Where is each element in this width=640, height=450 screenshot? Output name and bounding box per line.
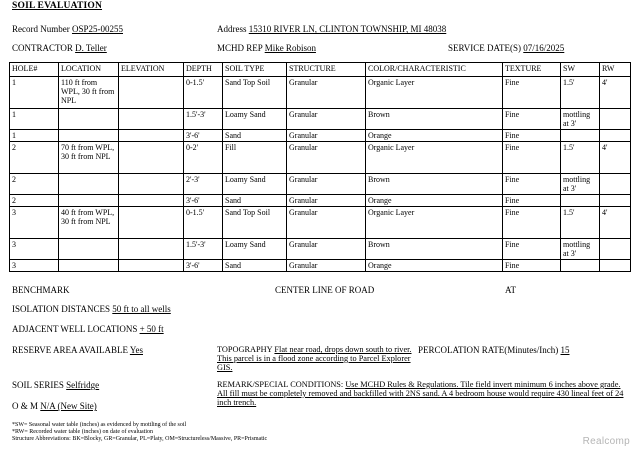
o-and-m (12, 401, 97, 411)
cell-sw (561, 130, 600, 142)
record-number-value: OSP25-00255 (71, 24, 123, 34)
percolation-value: 15 (560, 345, 570, 355)
footnote-rw: *RW= Recorded water table (inches) on date of evaluation (12, 429, 153, 435)
cell-hole: 1 (10, 130, 59, 142)
cell-soil-type: Sand (223, 195, 287, 207)
cell-structure: Granular (287, 207, 366, 239)
contractor-value: D. Teller (75, 43, 107, 53)
table-row (10, 260, 631, 272)
address (217, 24, 446, 34)
header-hole: HOLE# (10, 63, 59, 77)
cell-depth: 0-1.5' (184, 77, 223, 109)
cell-color: Orange (366, 260, 503, 272)
reserve-label: RESERVE AREA AVAILABLE (12, 345, 128, 355)
page-title: SOIL EVALUATION (12, 1, 103, 11)
cell-color: Brown (366, 239, 503, 260)
cell-sw: mottling at 3' (561, 174, 600, 195)
mchd-rep-label: MCHD REP (217, 43, 263, 53)
cell-elevation (119, 77, 184, 109)
address-label: Address (217, 24, 247, 34)
table-header-row (10, 63, 631, 77)
remarks (217, 380, 629, 407)
adjacent-label: ADJACENT WELL LOCATIONS (12, 324, 138, 334)
cell-soil-type: Sand Top Soil (223, 77, 287, 109)
cell-texture: Fine (503, 260, 561, 272)
cell-rw (600, 239, 631, 260)
cell-hole: 2 (10, 174, 59, 195)
cell-location (59, 239, 119, 260)
cell-sw: 1.5' (561, 142, 600, 174)
table-row (10, 207, 631, 239)
remark-label: REMARK/SPECIAL CONDITIONS: (217, 380, 344, 389)
soil-series-value: Selfridge (66, 380, 100, 390)
cell-depth: 0-1.5' (184, 207, 223, 239)
cell-color: Orange (366, 195, 503, 207)
cell-texture: Fine (503, 109, 561, 130)
contractor-label: CONTRACTOR (12, 43, 73, 53)
contractor (12, 43, 107, 53)
soil-series-label: SOIL SERIES (12, 380, 64, 390)
adjacent-well-locations (12, 324, 164, 334)
cell-color: Brown (366, 109, 503, 130)
cell-soil-type: Loamy Sand (223, 174, 287, 195)
record-number (12, 24, 123, 34)
cell-texture: Fine (503, 77, 561, 109)
cell-elevation (119, 195, 184, 207)
cell-hole: 3 (10, 260, 59, 272)
center-line-label: CENTER LINE OF ROAD (275, 285, 375, 295)
isolation-label: ISOLATION DISTANCES (12, 304, 111, 314)
cell-structure: Granular (287, 195, 366, 207)
table-row (10, 142, 631, 174)
cell-sw: mottling at 3' (561, 109, 600, 130)
cell-hole: 3 (10, 239, 59, 260)
cell-rw (600, 109, 631, 130)
cell-depth: 0-2' (184, 142, 223, 174)
cell-rw: 4' (600, 207, 631, 239)
table-row (10, 130, 631, 142)
cell-location (59, 195, 119, 207)
realcomp-watermark: Realcomp (582, 436, 630, 447)
cell-structure: Granular (287, 260, 366, 272)
record-number-label: Record Number (12, 24, 70, 34)
cell-location (59, 130, 119, 142)
cell-color: Organic Layer (366, 77, 503, 109)
cell-hole: 3 (10, 207, 59, 239)
topography-value: Flat near road, drops down south to river. This parcel is in a flood zone according to Parcel Explorer GIS. (217, 345, 412, 372)
cell-depth: 3'-6' (184, 130, 223, 142)
header-sw: SW (561, 63, 600, 77)
at-label: AT (505, 285, 516, 295)
cell-elevation (119, 174, 184, 195)
cell-color: Organic Layer (366, 142, 503, 174)
cell-texture: Fine (503, 142, 561, 174)
header-soil-type: SOIL TYPE (223, 63, 287, 77)
topography-label: TOPOGRAPHY (217, 345, 273, 354)
cell-soil-type: Sand (223, 260, 287, 272)
cell-sw (561, 260, 600, 272)
cell-soil-type: Fill (223, 142, 287, 174)
cell-hole: 1 (10, 77, 59, 109)
cell-rw (600, 174, 631, 195)
cell-color: Organic Layer (366, 207, 503, 239)
cell-elevation (119, 109, 184, 130)
reserve-value: Yes (129, 345, 143, 355)
percolation-rate (418, 345, 570, 355)
cell-texture: Fine (503, 195, 561, 207)
cell-structure: Granular (287, 142, 366, 174)
cell-depth: 1.5'-3' (184, 109, 223, 130)
cell-sw: mottling at 3' (561, 239, 600, 260)
cell-elevation (119, 260, 184, 272)
address-value: 15310 RIVER LN, CLINTON TOWNSHIP, MI 48038 (248, 24, 447, 34)
cell-texture: Fine (503, 239, 561, 260)
table-row (10, 109, 631, 130)
om-label: O & M (12, 401, 39, 411)
footnote-sw: *SW= Seasonal water table (inches) as evidenced by mottling of the soil (12, 422, 187, 428)
om-value: N/A (New Site) (40, 401, 97, 411)
cell-location (59, 260, 119, 272)
service-dates (448, 43, 564, 53)
cell-soil-type: Loamy Sand (223, 109, 287, 130)
adjacent-value: + 50 ft (139, 324, 164, 334)
cell-hole: 2 (10, 142, 59, 174)
header-structure: STRUCTURE (287, 63, 366, 77)
cell-depth: 1.5'-3' (184, 239, 223, 260)
cell-soil-type: Sand Top Soil (223, 207, 287, 239)
cell-location: 70 ft from WPL, 30 ft from NPL (59, 142, 119, 174)
cell-depth: 3'-6' (184, 195, 223, 207)
cell-elevation (119, 207, 184, 239)
header-depth: DEPTH (184, 63, 223, 77)
cell-location (59, 174, 119, 195)
cell-structure: Granular (287, 109, 366, 130)
cell-elevation (119, 130, 184, 142)
footnotes (12, 422, 267, 443)
cell-rw (600, 195, 631, 207)
table-row (10, 174, 631, 195)
benchmark-label: BENCHMARK (12, 285, 70, 295)
cell-hole: 1 (10, 109, 59, 130)
header-elevation: ELEVATION (119, 63, 184, 77)
remark-value: Use MCHD Rules & Regulations. Tile field invert minimum 6 inches above grade. All fill must be completely removed and backfilled with 2NS sand. A 4 bedroom house would require 430 lineal feet of 24 inch trench. (217, 380, 624, 407)
cell-color: Brown (366, 174, 503, 195)
cell-structure: Granular (287, 174, 366, 195)
header-rw: RW (600, 63, 631, 77)
header-location: LOCATION (59, 63, 119, 77)
cell-sw: 1.5' (561, 77, 600, 109)
cell-texture: Fine (503, 207, 561, 239)
cell-texture: Fine (503, 174, 561, 195)
table-row (10, 195, 631, 207)
cell-depth: 3'-6' (184, 260, 223, 272)
cell-elevation (119, 142, 184, 174)
cell-location: 110 ft from WPL, 30 ft from NPL (59, 77, 119, 109)
cell-location: 40 ft from WPL, 30 ft from NPL (59, 207, 119, 239)
mchd-rep-value: Mike Robison (264, 43, 316, 53)
mchd-rep (217, 43, 316, 53)
service-dates-label: SERVICE DATE(S) (448, 43, 522, 53)
cell-hole: 2 (10, 195, 59, 207)
table-row (10, 239, 631, 260)
cell-structure: Granular (287, 130, 366, 142)
reserve-area (12, 345, 143, 355)
cell-rw (600, 260, 631, 272)
cell-sw (561, 195, 600, 207)
cell-structure: Granular (287, 239, 366, 260)
cell-elevation (119, 239, 184, 260)
table-row (10, 77, 631, 109)
cell-soil-type: Loamy Sand (223, 239, 287, 260)
header-texture: TEXTURE (503, 63, 561, 77)
topography (217, 345, 413, 372)
soil-evaluation-table (9, 62, 631, 272)
cell-location (59, 109, 119, 130)
isolation-distances (12, 304, 171, 314)
isolation-value: 50 ft to all wells (112, 304, 171, 314)
cell-structure: Granular (287, 77, 366, 109)
service-dates-value: 07/16/2025 (523, 43, 565, 53)
cell-rw: 4' (600, 142, 631, 174)
soil-series (12, 380, 99, 390)
cell-depth: 2'-3' (184, 174, 223, 195)
cell-texture: Fine (503, 130, 561, 142)
cell-rw (600, 130, 631, 142)
cell-color: Orange (366, 130, 503, 142)
percolation-label: PERCOLATION RATE(Minutes/Inch) (418, 345, 559, 355)
cell-soil-type: Sand (223, 130, 287, 142)
footnote-structure: Structure Abbreviations: BK=Blocky, GR=Granular, PL=Platy, OM=Structureless/Massive, PR=Prismatic (12, 436, 268, 442)
header-color: COLOR/CHARACTERISTIC (366, 63, 503, 77)
cell-rw: 4' (600, 77, 631, 109)
cell-sw: 1.5' (561, 207, 600, 239)
